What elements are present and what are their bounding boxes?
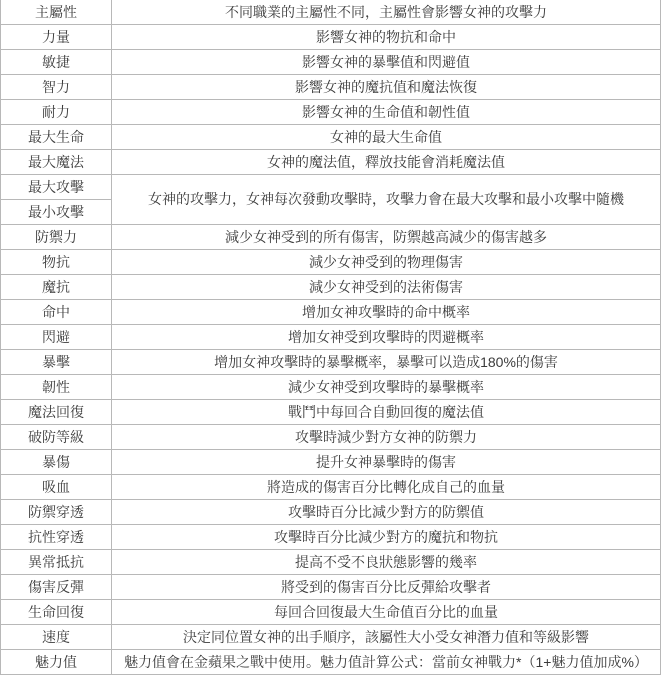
- attribute-description: 影響女神的魔抗值和魔法恢復: [112, 75, 661, 100]
- attribute-name: 最大魔法: [1, 150, 112, 175]
- attribute-name: 魔法回復: [1, 400, 112, 425]
- attribute-description: 減少女神受到的所有傷害，防禦越高減少的傷害越多: [112, 225, 661, 250]
- attribute-name: 速度: [1, 625, 112, 650]
- table-row: [1, 50, 661, 75]
- attribute-name: 暴擊: [1, 350, 112, 375]
- attribute-description: 決定同位置女神的出手順序，該屬性大小受女神潛力值和等級影響: [112, 625, 661, 650]
- table-row: [1, 100, 661, 125]
- table-row: [1, 550, 661, 575]
- attribute-description: 攻擊時百分比減少對方的防禦值: [112, 500, 661, 525]
- table-row: [1, 500, 661, 525]
- attribute-name: 最大生命: [1, 125, 112, 150]
- attribute-name: 最大攻擊: [1, 175, 112, 200]
- attribute-name: 生命回復: [1, 600, 112, 625]
- attribute-description: 減少女神受到的物理傷害: [112, 250, 661, 275]
- table-row: [1, 375, 661, 400]
- attribute-name: 主屬性: [1, 0, 112, 25]
- attribute-name: 最小攻擊: [1, 200, 112, 225]
- table-row: [1, 625, 661, 650]
- attribute-description: 將受到的傷害百分比反彈給攻擊者: [112, 575, 661, 600]
- attribute-description: 減少女神受到的法術傷害: [112, 275, 661, 300]
- attribute-description: 女神的魔法值，釋放技能會消耗魔法值: [112, 150, 661, 175]
- attribute-name: 閃避: [1, 325, 112, 350]
- attribute-name: 魔抗: [1, 275, 112, 300]
- table-row: [1, 450, 661, 475]
- attribute-description: 每回合回復最大生命值百分比的血量: [112, 600, 661, 625]
- table-row: [1, 25, 661, 50]
- attribute-description: 戰鬥中每回合自動回復的魔法值: [112, 400, 661, 425]
- table-row: [1, 0, 661, 25]
- attribute-name: 敏捷: [1, 50, 112, 75]
- attribute-description: 提高不受不良狀態影響的幾率: [112, 550, 661, 575]
- attribute-description-merged: 女神的攻擊力，女神每次發動攻擊時，攻擊力會在最大攻擊和最小攻擊中隨機: [112, 175, 661, 225]
- attribute-description: 女神的最大生命值: [112, 125, 661, 150]
- attribute-name: 破防等級: [1, 425, 112, 450]
- attribute-description: 影響女神的生命值和韌性值: [112, 100, 661, 125]
- attribute-name: 防禦力: [1, 225, 112, 250]
- table-row: [1, 350, 661, 375]
- table-row: [1, 150, 661, 175]
- table-row: [1, 600, 661, 625]
- table-row: [1, 225, 661, 250]
- attribute-name: 傷害反彈: [1, 575, 112, 600]
- table-row: [1, 125, 661, 150]
- attribute-name: 韌性: [1, 375, 112, 400]
- attribute-name: 吸血: [1, 475, 112, 500]
- table-row: [1, 275, 661, 300]
- table-row: [1, 400, 661, 425]
- attribute-name: 智力: [1, 75, 112, 100]
- attribute-description: 增加女神受到攻擊時的閃避概率: [112, 325, 661, 350]
- attribute-description: 影響女神的物抗和命中: [112, 25, 661, 50]
- table-row: [1, 425, 661, 450]
- attribute-name: 防禦穿透: [1, 500, 112, 525]
- attribute-description: 減少女神受到攻擊時的暴擊概率: [112, 375, 661, 400]
- attribute-name: 力量: [1, 25, 112, 50]
- table-row: [1, 300, 661, 325]
- table-row: [1, 475, 661, 500]
- table-row: [1, 650, 661, 675]
- table-row: [1, 175, 661, 200]
- table-row: [1, 250, 661, 275]
- attribute-description: 攻擊時減少對方女神的防禦力: [112, 425, 661, 450]
- attribute-name: 異常抵抗: [1, 550, 112, 575]
- attribute-description: 提升女神暴擊時的傷害: [112, 450, 661, 475]
- attribute-name: 物抗: [1, 250, 112, 275]
- table-row: [1, 525, 661, 550]
- attribute-name: 命中: [1, 300, 112, 325]
- table-row: [1, 575, 661, 600]
- attribute-description: 影響女神的暴擊值和閃避值: [112, 50, 661, 75]
- attribute-description: 不同職業的主屬性不同，主屬性會影響女神的攻擊力: [112, 0, 661, 25]
- attribute-name: 耐力: [1, 100, 112, 125]
- attribute-description: 增加女神攻擊時的命中概率: [112, 300, 661, 325]
- attribute-name: 暴傷: [1, 450, 112, 475]
- attribute-name: 魅力值: [1, 650, 112, 675]
- attribute-description: 魅力值會在金蘋果之戰中使用。魅力值計算公式：當前女神戰力*（1+魅力值加成%）: [112, 650, 661, 675]
- attribute-description: 將造成的傷害百分比轉化成自己的血量: [112, 475, 661, 500]
- attribute-description: 增加女神攻擊時的暴擊概率，暴擊可以造成180%的傷害: [112, 350, 661, 375]
- attribute-description: 攻擊時百分比減少對方的魔抗和物抗: [112, 525, 661, 550]
- attribute-name: 抗性穿透: [1, 525, 112, 550]
- table-row: [1, 75, 661, 100]
- table-row: [1, 325, 661, 350]
